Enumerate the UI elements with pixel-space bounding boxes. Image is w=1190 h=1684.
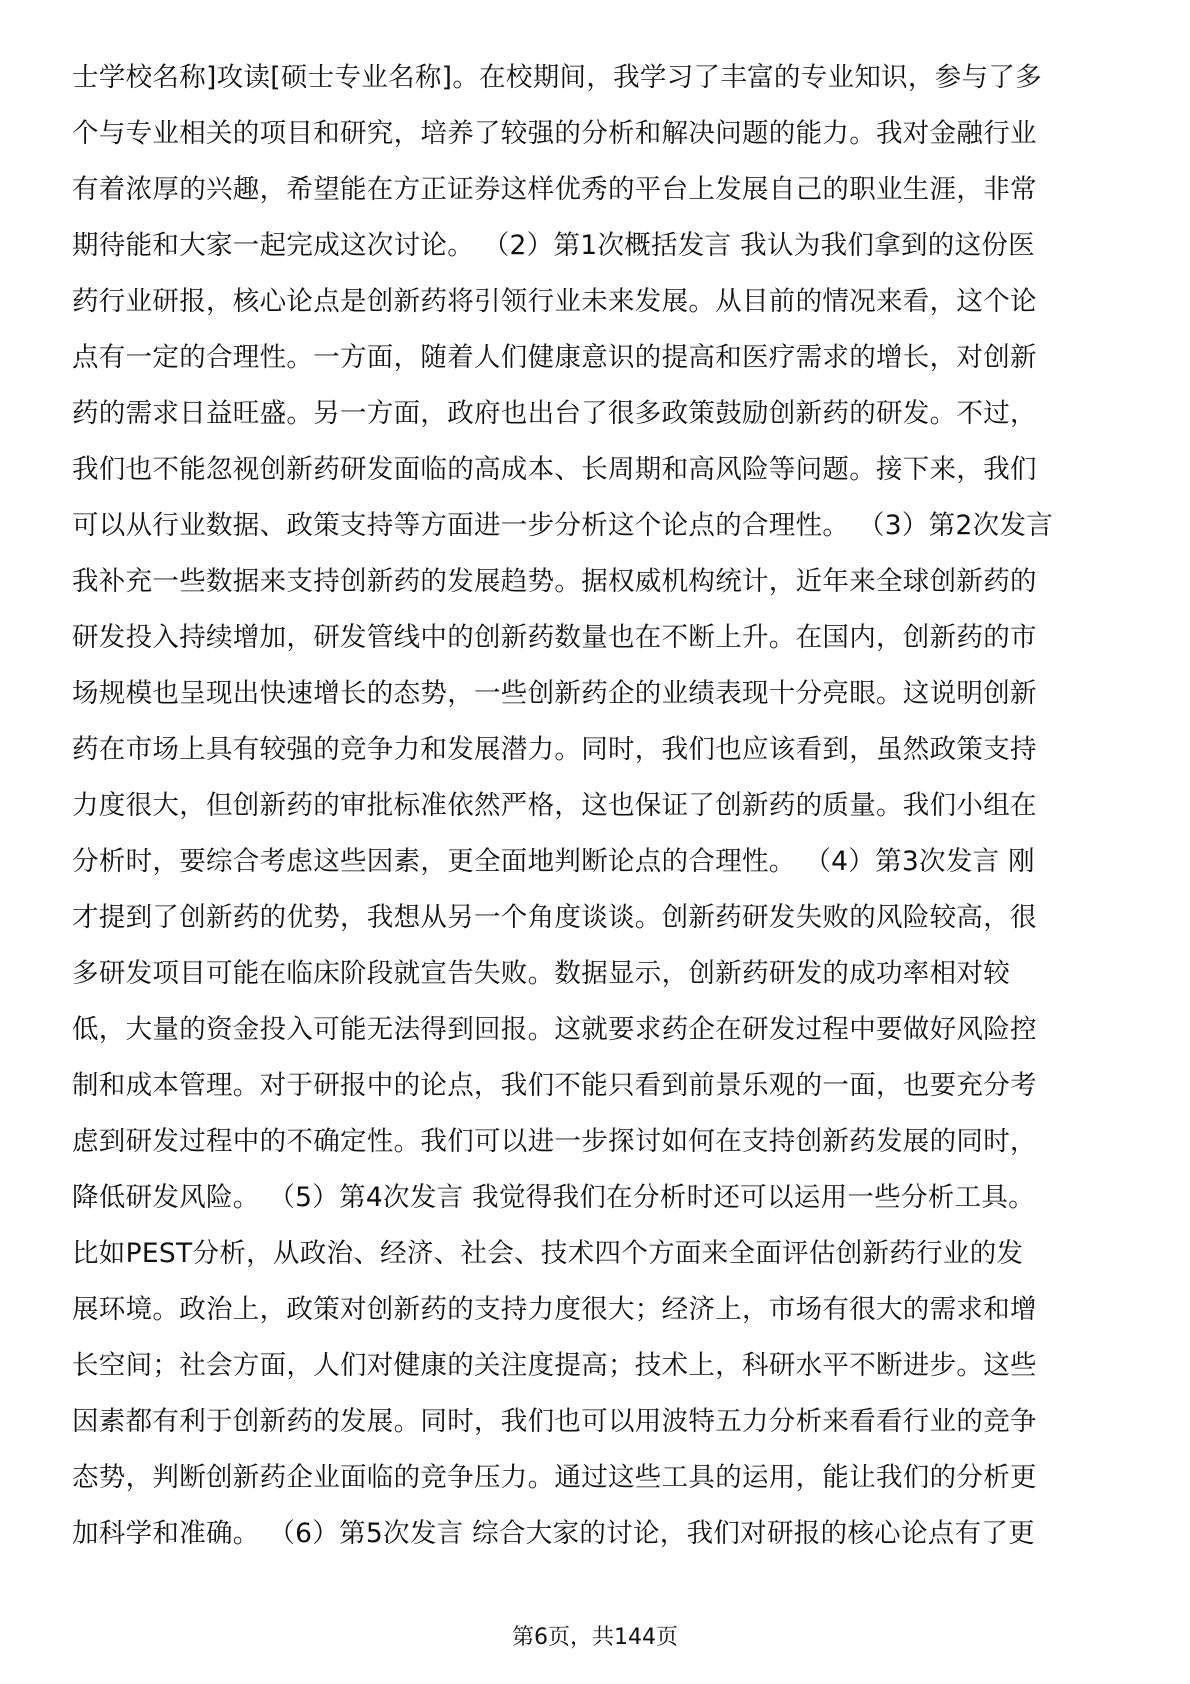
text-line: 研发投入持续增加，研发管线中的创新药数量也在不断上升。在国内，创新药的市 <box>72 622 1037 653</box>
text-line: 药的需求日益旺盛。另一方面，政府也出台了很多政策鼓励创新药的研发。不过， <box>72 398 1037 429</box>
text-line: 加科学和准确。 （6）第5次发言 综合大家的讨论，我们对研报的核心论点有了更 <box>72 1518 1035 1549</box>
text-line: 我们也不能忽视创新药研发面临的高成本、长周期和高风险等问题。接下来，我们 <box>72 454 1037 485</box>
text-line: 低，大量的资金投入可能无法得到回报。这就要求药企在研发过程中要做好风险控 <box>72 1014 1037 1045</box>
text-line: 制和成本管理。对于研报中的论点，我们不能只看到前景乐观的一面，也要充分考 <box>72 1070 1037 1101</box>
text-line: 比如PEST分析，从政治、经济、社会、技术四个方面来全面评估创新药行业的发 <box>72 1238 1024 1269</box>
text-line: 个与专业相关的项目和研究，培养了较强的分析和解决问题的能力。我对金融行业 <box>72 118 1037 149</box>
text-line: 力度很大，但创新药的审批标准依然严格，这也保证了创新药的质量。我们小组在 <box>72 790 1037 821</box>
text-line: 药在市场上具有较强的竞争力和发展潜力。同时，我们也应该看到，虽然政策支持 <box>72 734 1037 765</box>
page-number: 第6页，共144页 <box>512 1625 678 1650</box>
text-line: 分析时，要综合考虑这些因素，更全面地判断论点的合理性。 （4）第3次发言 刚 <box>72 846 1035 877</box>
text-line: 我补充一些数据来支持创新药的发展趋势。据权威机构统计，近年来全球创新药的 <box>72 566 1037 597</box>
text-line: 展环境。政治上，政策对创新药的支持力度很大；经济上，市场有很大的需求和增 <box>72 1294 1037 1325</box>
text-line: 因素都有利于创新药的发展。同时，我们也可以用波特五力分析来看看行业的竞争 <box>72 1406 1037 1437</box>
text-line: 士学校名称]攻读[硕士专业名称]。在校期间，我学习了丰富的专业知识，参与了多 <box>72 62 1042 93</box>
text-line: 虑到研发过程中的不确定性。我们可以进一步探讨如何在支持创新药发展的同时， <box>72 1126 1037 1157</box>
text-line: 态势，判断创新药企业面临的竞争压力。通过这些工具的运用，能让我们的分析更 <box>72 1462 1037 1493</box>
text-line: 有着浓厚的兴趣，希望能在方正证券这样优秀的平台上发展自己的职业生涯，非常 <box>72 174 1037 205</box>
text-line: 多研发项目可能在临床阶段就宣告失败。数据显示，创新药研发的成功率相对较 <box>72 958 1010 989</box>
text-line: 场规模也呈现出快速增长的态势，一些创新药企的业绩表现十分亮眼。这说明创新 <box>72 678 1037 709</box>
text-line: 可以从行业数据、政策支持等方面进一步分析这个论点的合理性。 （3）第2次发言 <box>72 510 1054 541</box>
body-text <box>72 50 1122 1562</box>
text-line: 药行业研报，核心论点是创新药将引领行业未来发展。从目前的情况来看，这个论 <box>72 286 1037 317</box>
text-line: 降低研发风险。 （5）第4次发言 我觉得我们在分析时还可以运用一些分析工具。 <box>72 1182 1035 1213</box>
text-line: 才提到了创新药的优势，我想从另一个角度谈谈。创新药研发失败的风险较高，很 <box>72 902 1037 933</box>
text-line: 点有一定的合理性。一方面，随着人们健康意识的提高和医疗需求的增长，对创新 <box>72 342 1037 373</box>
text-line: 长空间；社会方面，人们对健康的关注度提高；技术上，科研水平不断进步。这些 <box>72 1350 1037 1381</box>
text-line: 期待能和大家一起完成这次讨论。 （2）第1次概括发言 我认为我们拿到的这份医 <box>72 230 1035 261</box>
